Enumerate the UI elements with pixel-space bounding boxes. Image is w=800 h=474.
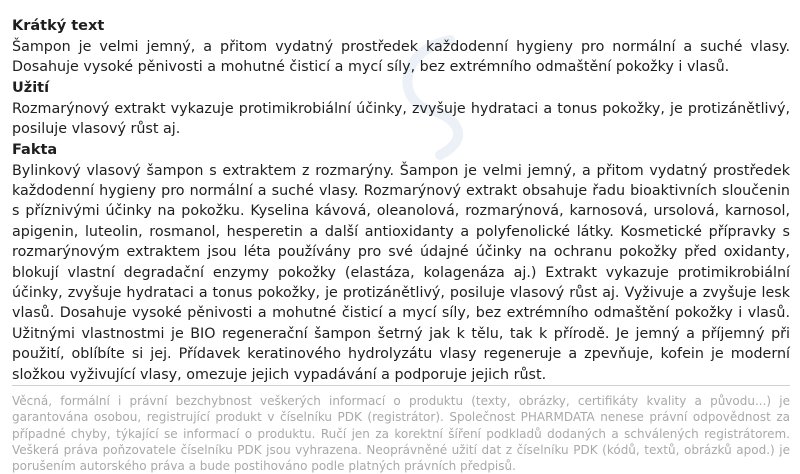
section-heading-facts: Fakta [12,141,58,158]
section-usage [12,78,790,140]
section-heading-short-text: Krátký text [12,18,105,34]
section-facts [12,140,790,385]
section-text-usage: Rozmarýnový extrakt vykazuje protimikrobiální účinky, zvyšuje hydrataci a tonus pokožky, je protizánětlivý, posiluje vlasový růst aj. [12,100,790,138]
section-short-text [12,16,790,78]
section-text-facts: Bylinkový vlasový šampon s extraktem z rozmarýny. Šampon je velmi jemný, a přitom vydatný prostředek každodenní hygieny pro normální a suché vlasy. Rozmarýnový extrakt obsahuje řadu bioaktivních sloučenin s příznivými účinky na pokožku. Kyselina kávová, oleanolová, rozmarýnová, karnosová, ursolová, karnosol, apigenin, luteolin, rosmanol, hesperetin a další antioxidanty a polyfenolické látky. Kosmetické přípravky s rozmarýnovým extraktem jsou léta používány pro své údajné účinky na ochranu pokožky před oxidanty, blokují vlastní degradační enzymy pokožky (elastáza, kolagenáza aj.) Extrakt vykazuje protimikrobiální účinky, zvyšuje hydrataci a tonus pokožky, je protizánětlivý, posiluje vlasový růst aj. Vyživuje a zvyšuje lesk vlasů. Dosahuje vysoké pěnivosti a mohutné čisticí a mycí síly, bez extrémního odmaštění pokožky i vlasů. Užitnými vlastnostmi je BIO regenerační šampon šetrný jak k tělu, tak k přírodě. Je jemný a příjemný při použití, oblíbíte si jej. Přídavek keratinového hydrolyzátu vlasy regeneruje a zpevňuje, kofein je moderní složkou vyživující vlasy, omezuje jejich vypadávání a podporuje jejich růst. [12,162,790,383]
legal-disclaimer: Věcná, formální i právní bezchybnost veškerých informací o produktu (texty, obrázky, certifikáty kvality a původu...) je garantována osobou, registrující produkt v číselníku PDK (registrátor). Společnost PHARMDATA nenese právní odpovědnost za případné chyby, týkající se informací o produktu. Ručí jen za korektní šíření podkladů dodaných a schválených registrátorem. Veškerá práva poňzovatele číselníku PDK jsou vyhrazena. Neoprávněné užití dat z číselníku PDK (kódů, textů, obrázků apod.) je porušením autorského práva a bude postihováno podle platných právních předpisů. [12,385,790,474]
section-text-short-text: Šampon je velmi jemný, a přitom vydatný prostředek každodenní hygieny pro normální a suché vlasy. Dosahuje vysoké pěnivosti a mohutné čisticí a mycí síly, bez extrémního odmaštění pokožky i vlasů. [12,39,790,76]
section-heading-usage: Užití [12,79,50,96]
product-info-content [12,16,790,385]
